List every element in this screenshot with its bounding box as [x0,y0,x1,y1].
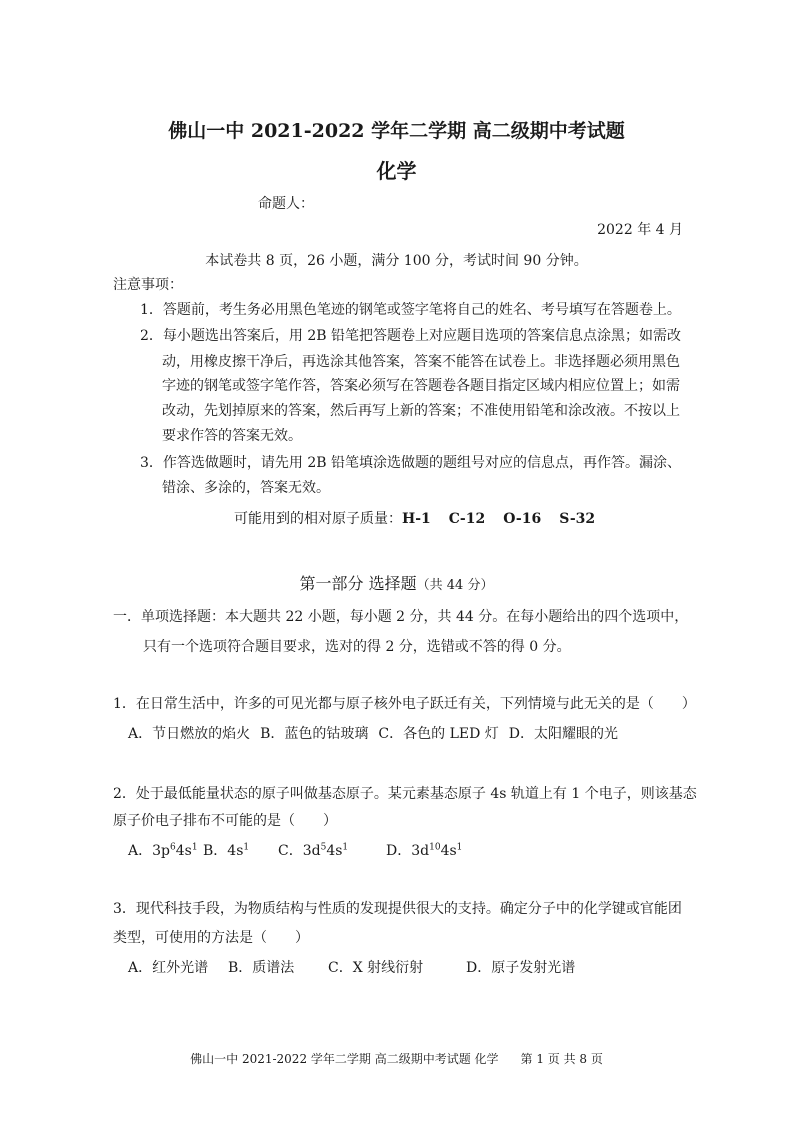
option: D．太阳耀眼的光 [508,726,619,742]
option: C．各色的 LED 灯 [378,726,499,742]
exam-date: 2022 年 4 月 [597,222,683,238]
section-title: 第一部分 选择题 [299,574,417,593]
question-options [128,724,618,744]
question-stem: 2．处于最低能量状态的原子叫做基态原子。某元素基态原子 4s 轨道上有 1 个电子，则该基态 [113,786,697,802]
option: B．质谱法 [228,960,295,976]
exam-summary: 本试卷共 8 页，26 小题，满分 100 分，考试时间 90 分钟。 [205,253,588,269]
notice-line: 错涂、多涂的，答案无效。 [162,480,330,496]
notice-line: 字迹的钢笔或签字笔作答，答案必须写在答题卷各题目指定区域内相应位置上；如需 [162,378,680,394]
page-footer [0,1049,793,1069]
question-options [128,958,575,978]
atomic-mass-label: 可能用到的相对原子质量： [234,511,402,527]
notice-line: 1．答题前，考生务必用黑色笔迹的钢笔或签字笔将自己的姓名、考号填写在答题卷上。 [140,302,681,318]
section-heading [0,574,793,596]
option: B．$4s^1$ [203,842,250,859]
option: D．原子发射光谱 [466,960,576,976]
notice-line: 动，用橡皮擦干净后，再选涂其他答案，答案不能答在试卷上。非选择题必须用黑色 [162,354,680,370]
section-points: （共 44 分） [416,578,494,593]
atomic-mass-value: C-12 [448,511,486,527]
atomic-mass-value: O-16 [503,511,542,527]
notice-line: 2．每小题选出答案后，用 2B 铅笔把答题卷上对应题目选项的答案信息点涂黑；如需改 [140,328,682,344]
question-options [128,841,462,861]
option: B．蓝色的钴玻璃 [260,726,369,742]
footer-text: 佛山一中 2021-2022 学年二学期 高二级期中考试题 化学 [190,1052,499,1066]
atomic-mass-value: H-1 [402,511,431,527]
notice-line: 要求作答的答案无效。 [162,428,302,444]
notice-line: 改动，先划掉原来的答案，然后再写上新的答案；不准使用铅笔和涂改液。不按以上 [162,403,680,419]
option: A．$3p^64s^1$ [128,842,198,859]
notice-heading: 注意事项： [113,277,183,293]
atomic-mass-line [234,509,595,529]
page-number: 第 1 页 共 8 页 [520,1052,603,1066]
option: A．节日燃放的焰火 [128,726,251,742]
option: A．红外光谱 [128,960,209,976]
section-instruction: 一．单项选择题：本大题共 22 小题，每小题 2 分，共 44 分。在每小题给出的四个选项中， [113,609,689,625]
author-label: 命题人： [258,196,314,212]
question-stem: 类型，可使用的方法是（ ） [113,930,309,946]
option: C．$3d^54s^1$ [278,842,349,859]
option: C．X 射线衍射 [328,960,424,976]
question-stem: 原子价电子排布不可能的是（ ） [113,813,337,829]
option: D．$3d^{10}4s^1$ [386,842,463,859]
atomic-mass-value: S-32 [559,511,596,527]
exam-title: 佛山一中 2021-2022 学年二学期 高二级期中考试题 [168,120,625,142]
section-instruction: 只有一个选项符合题目要求，选对的得 2 分，选错或不答的得 0 分。 [143,639,571,655]
notice-line: 3．作答选做题时，请先用 2B 铅笔填涂选做题的题组号对应的信息点，再作答。漏涂、 [140,455,682,471]
subject-title: 化学 [376,159,417,183]
question-stem: 3．现代科技手段，为物质结构与性质的发现提供很大的支持。确定分子中的化学键或官能团 [113,901,682,917]
question-stem: 1．在日常生活中，许多的可见光都与原子核外电子跃迁有关，下列情境与此无关的是（ ） [113,696,696,712]
